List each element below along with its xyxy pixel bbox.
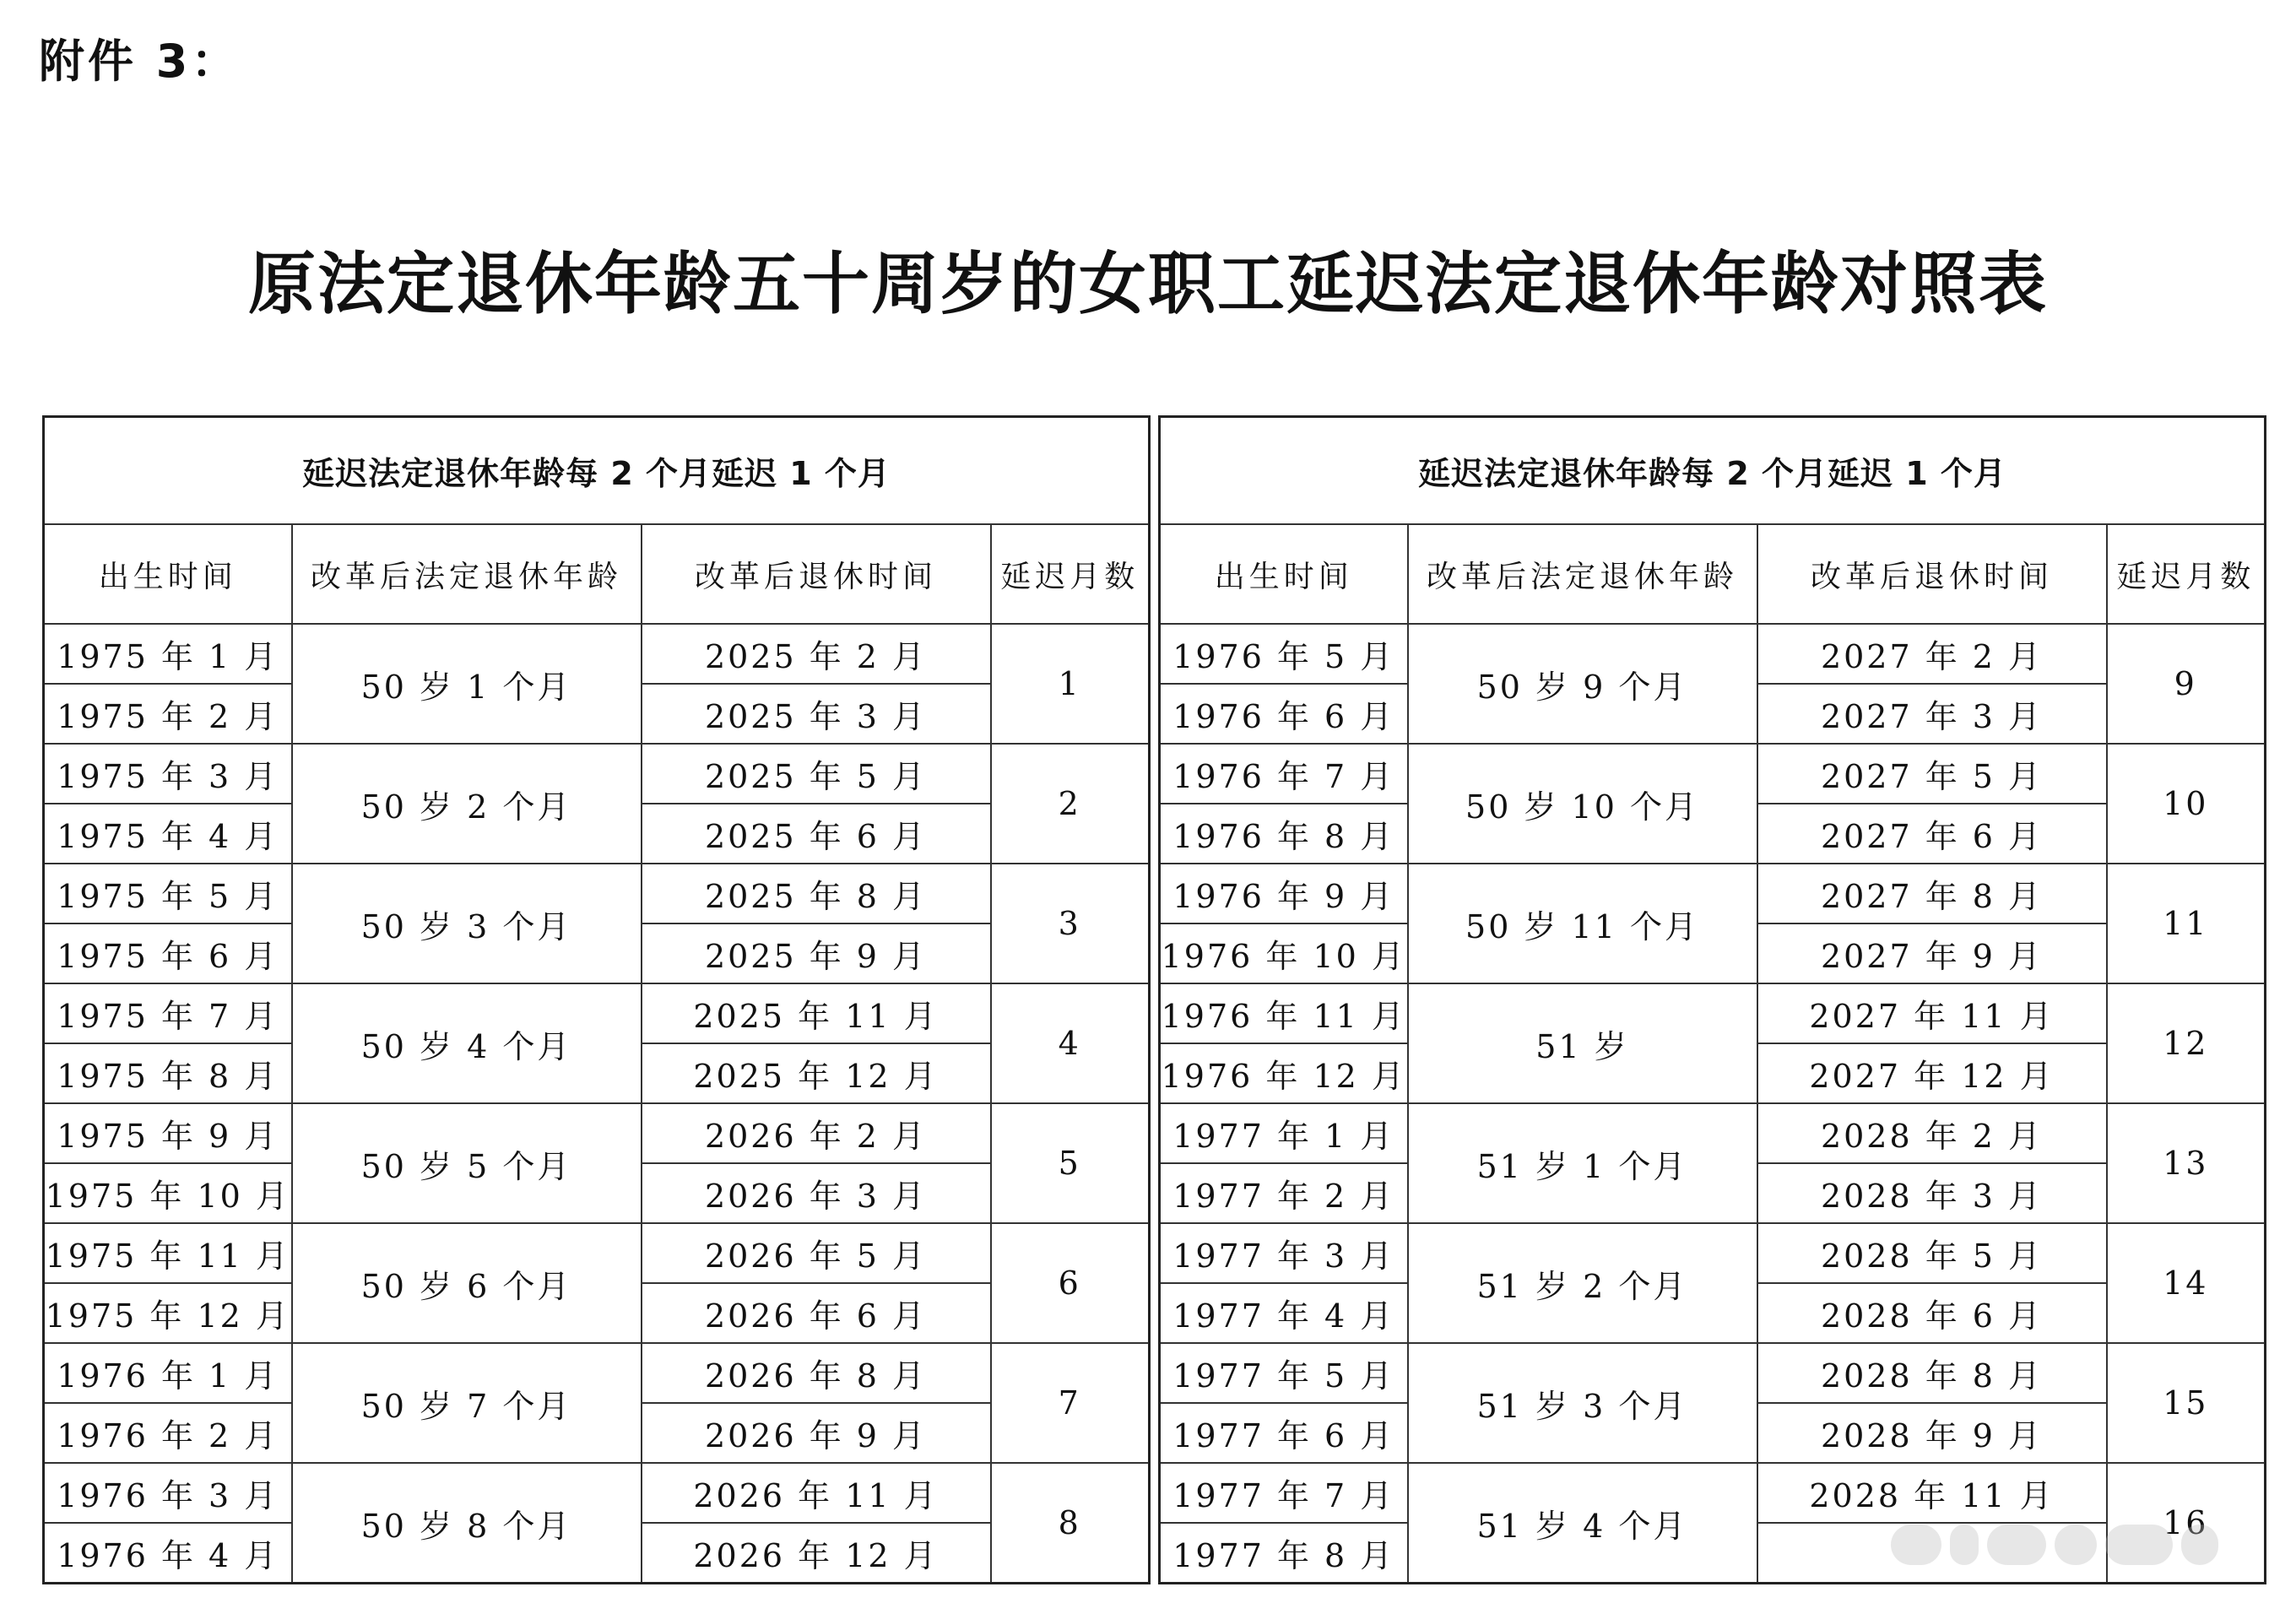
watermark-graphic	[1891, 1515, 2237, 1574]
retirement-age-cell: 50 岁 2 个月	[292, 744, 642, 864]
delay-months-cell: 2	[991, 744, 1150, 864]
delay-months-cell: 1	[991, 624, 1150, 744]
birth-date-cell: 1976 年 2 月	[44, 1403, 292, 1463]
retirement-age-cell: 51 岁 2 个月	[1408, 1223, 1757, 1343]
retirement-age-cell: 50 岁 4 个月	[292, 983, 642, 1103]
retirement-date-cell: 2027 年 3 月	[1757, 684, 2107, 744]
retirement-date-cell: 2026 年 6 月	[642, 1283, 991, 1343]
column-header: 改革后退休时间	[642, 524, 991, 624]
birth-date-cell: 1976 年 8 月	[1160, 804, 1408, 864]
retirement-age-cell: 50 岁 10 个月	[1408, 744, 1757, 864]
attachment-label: 附件 3：	[39, 35, 241, 88]
birth-date-cell: 1975 年 7 月	[44, 983, 292, 1043]
table-row	[1160, 1463, 2266, 1523]
retirement-age-cell: 50 岁 8 个月	[292, 1463, 642, 1584]
birth-date-cell: 1977 年 2 月	[1160, 1163, 1408, 1223]
birth-date-cell: 1975 年 4 月	[44, 804, 292, 864]
birth-date-cell: 1977 年 1 月	[1160, 1103, 1408, 1163]
retirement-date-cell: 2028 年 6 月	[1757, 1283, 2107, 1343]
retirement-date-cell: 2026 年 3 月	[642, 1163, 991, 1223]
column-header-row	[44, 524, 1150, 624]
retirement-age-cell: 50 岁 1 个月	[292, 624, 642, 744]
retirement-date-cell: 2026 年 5 月	[642, 1223, 991, 1283]
birth-date-cell: 1977 年 6 月	[1160, 1403, 1408, 1463]
retirement-date-cell: 2025 年 11 月	[642, 983, 991, 1043]
retirement-age-cell: 50 岁 7 个月	[292, 1343, 642, 1463]
delay-months-cell: 16	[2107, 1463, 2266, 1584]
table-row	[1160, 864, 2266, 923]
delay-months-cell: 10	[2107, 744, 2266, 864]
retirement-date-cell: 2025 年 5 月	[642, 744, 991, 804]
retirement-age-cell: 51 岁 1 个月	[1408, 1103, 1757, 1223]
column-header: 延迟月数	[2107, 524, 2266, 624]
birth-date-cell: 1977 年 7 月	[1160, 1463, 1408, 1523]
table-row	[44, 864, 1150, 923]
table-row	[1160, 983, 2266, 1043]
column-header: 改革后法定退休年龄	[292, 524, 642, 624]
delay-months-cell: 14	[2107, 1223, 2266, 1343]
birth-date-cell: 1976 年 4 月	[44, 1523, 292, 1584]
retirement-table-left	[42, 415, 1151, 1584]
table-row	[1160, 624, 2266, 684]
retirement-date-cell: 2027 年 12 月	[1757, 1043, 2107, 1103]
table-row	[44, 744, 1150, 804]
table-row	[44, 1103, 1150, 1163]
retirement-date-cell: 2028 年 8 月	[1757, 1343, 2107, 1403]
retirement-age-cell: 51 岁	[1408, 983, 1757, 1103]
retirement-date-cell: 2027 年 2 月	[1757, 624, 2107, 684]
retirement-date-cell: 2025 年 9 月	[642, 923, 991, 983]
table-row	[44, 1463, 1150, 1523]
retirement-date-cell: 2025 年 3 月	[642, 684, 991, 744]
retirement-date-cell: 2027 年 6 月	[1757, 804, 2107, 864]
birth-date-cell: 1976 年 11 月	[1160, 983, 1408, 1043]
document-title: 原法定退休年龄五十周岁的女职工延迟法定退休年龄对照表	[248, 244, 2048, 323]
birth-date-cell: 1976 年 1 月	[44, 1343, 292, 1403]
retirement-date-cell: 2026 年 2 月	[642, 1103, 991, 1163]
column-header: 改革后法定退休年龄	[1408, 524, 1757, 624]
retirement-date-cell: 2028 年 2 月	[1757, 1103, 2107, 1163]
retirement-date-cell: 2026 年 9 月	[642, 1403, 991, 1463]
column-header: 改革后退休时间	[1757, 524, 2107, 624]
birth-date-cell: 1975 年 12 月	[44, 1283, 292, 1343]
retirement-age-cell: 50 岁 3 个月	[292, 864, 642, 983]
retirement-date-cell: 2026 年 12 月	[642, 1523, 991, 1584]
retirement-age-cell: 51 岁 3 个月	[1408, 1343, 1757, 1463]
table-row	[1160, 744, 2266, 804]
delay-months-cell: 11	[2107, 864, 2266, 983]
retirement-date-cell: 2028 年 5 月	[1757, 1223, 2107, 1283]
birth-date-cell: 1976 年 6 月	[1160, 684, 1408, 744]
column-header: 出生时间	[44, 524, 292, 624]
table-row	[44, 1343, 1150, 1403]
delay-months-cell: 15	[2107, 1343, 2266, 1463]
birth-date-cell: 1977 年 4 月	[1160, 1283, 1408, 1343]
column-header: 延迟月数	[991, 524, 1150, 624]
birth-date-cell: 1975 年 2 月	[44, 684, 292, 744]
birth-date-cell: 1976 年 3 月	[44, 1463, 292, 1523]
retirement-date-cell: 2025 年 8 月	[642, 864, 991, 923]
table-header: 延迟法定退休年龄每 2 个月延迟 1 个月	[44, 417, 1150, 525]
retirement-age-cell: 50 岁 5 个月	[292, 1103, 642, 1223]
birth-date-cell: 1975 年 3 月	[44, 744, 292, 804]
retirement-date-cell: 2028 年 9 月	[1757, 1403, 2107, 1463]
table-row	[44, 983, 1150, 1043]
birth-date-cell: 1975 年 9 月	[44, 1103, 292, 1163]
table-header-row	[44, 417, 1150, 525]
delay-months-cell: 12	[2107, 983, 2266, 1103]
retirement-date-cell: 2025 年 2 月	[642, 624, 991, 684]
table-row	[44, 624, 1150, 684]
birth-date-cell: 1975 年 6 月	[44, 923, 292, 983]
birth-date-cell: 1975 年 10 月	[44, 1163, 292, 1223]
table-row	[1160, 1223, 2266, 1283]
table-row	[1160, 1103, 2266, 1163]
delay-months-cell: 9	[2107, 624, 2266, 744]
retirement-date-cell: 2028 年 3 月	[1757, 1163, 2107, 1223]
delay-months-cell: 13	[2107, 1103, 2266, 1223]
birth-date-cell: 1975 年 11 月	[44, 1223, 292, 1283]
delay-months-cell: 8	[991, 1463, 1150, 1584]
birth-date-cell: 1976 年 12 月	[1160, 1043, 1408, 1103]
birth-date-cell: 1977 年 8 月	[1160, 1523, 1408, 1584]
retirement-date-cell: 2027 年 5 月	[1757, 744, 2107, 804]
retirement-date-cell: 2025 年 6 月	[642, 804, 991, 864]
retirement-age-cell: 51 岁 4 个月	[1408, 1463, 1757, 1584]
birth-date-cell: 1975 年 8 月	[44, 1043, 292, 1103]
birth-date-cell: 1975 年 1 月	[44, 624, 292, 684]
retirement-date-cell: 2028 年 11 月	[1757, 1463, 2107, 1523]
delay-months-cell: 3	[991, 864, 1150, 983]
delay-months-cell: 6	[991, 1223, 1150, 1343]
retirement-table-right	[1158, 415, 2266, 1584]
retirement-age-cell: 50 岁 11 个月	[1408, 864, 1757, 983]
column-header: 出生时间	[1160, 524, 1408, 624]
birth-date-cell: 1976 年 10 月	[1160, 923, 1408, 983]
birth-date-cell: 1977 年 5 月	[1160, 1343, 1408, 1403]
retirement-age-cell: 50 岁 6 个月	[292, 1223, 642, 1343]
birth-date-cell: 1975 年 5 月	[44, 864, 292, 923]
retirement-date-cell: 2026 年 8 月	[642, 1343, 991, 1403]
birth-date-cell: 1976 年 9 月	[1160, 864, 1408, 923]
table-header: 延迟法定退休年龄每 2 个月延迟 1 个月	[1160, 417, 2266, 525]
delay-months-cell: 7	[991, 1343, 1150, 1463]
birth-date-cell: 1977 年 3 月	[1160, 1223, 1408, 1283]
table-header-row	[1160, 417, 2266, 525]
birth-date-cell: 1976 年 5 月	[1160, 624, 1408, 684]
retirement-date-cell: 2027 年 9 月	[1757, 923, 2107, 983]
retirement-date-cell: 2027 年 11 月	[1757, 983, 2107, 1043]
column-header-row	[1160, 524, 2266, 624]
table-row	[1160, 1343, 2266, 1403]
birth-date-cell: 1976 年 7 月	[1160, 744, 1408, 804]
delay-months-cell: 4	[991, 983, 1150, 1103]
table-row	[44, 1223, 1150, 1283]
retirement-date-cell: 2025 年 12 月	[642, 1043, 991, 1103]
retirement-age-cell: 50 岁 9 个月	[1408, 624, 1757, 744]
retirement-date-cell: 2027 年 8 月	[1757, 864, 2107, 923]
retirement-date-cell: 2026 年 11 月	[642, 1463, 991, 1523]
delay-months-cell: 5	[991, 1103, 1150, 1223]
